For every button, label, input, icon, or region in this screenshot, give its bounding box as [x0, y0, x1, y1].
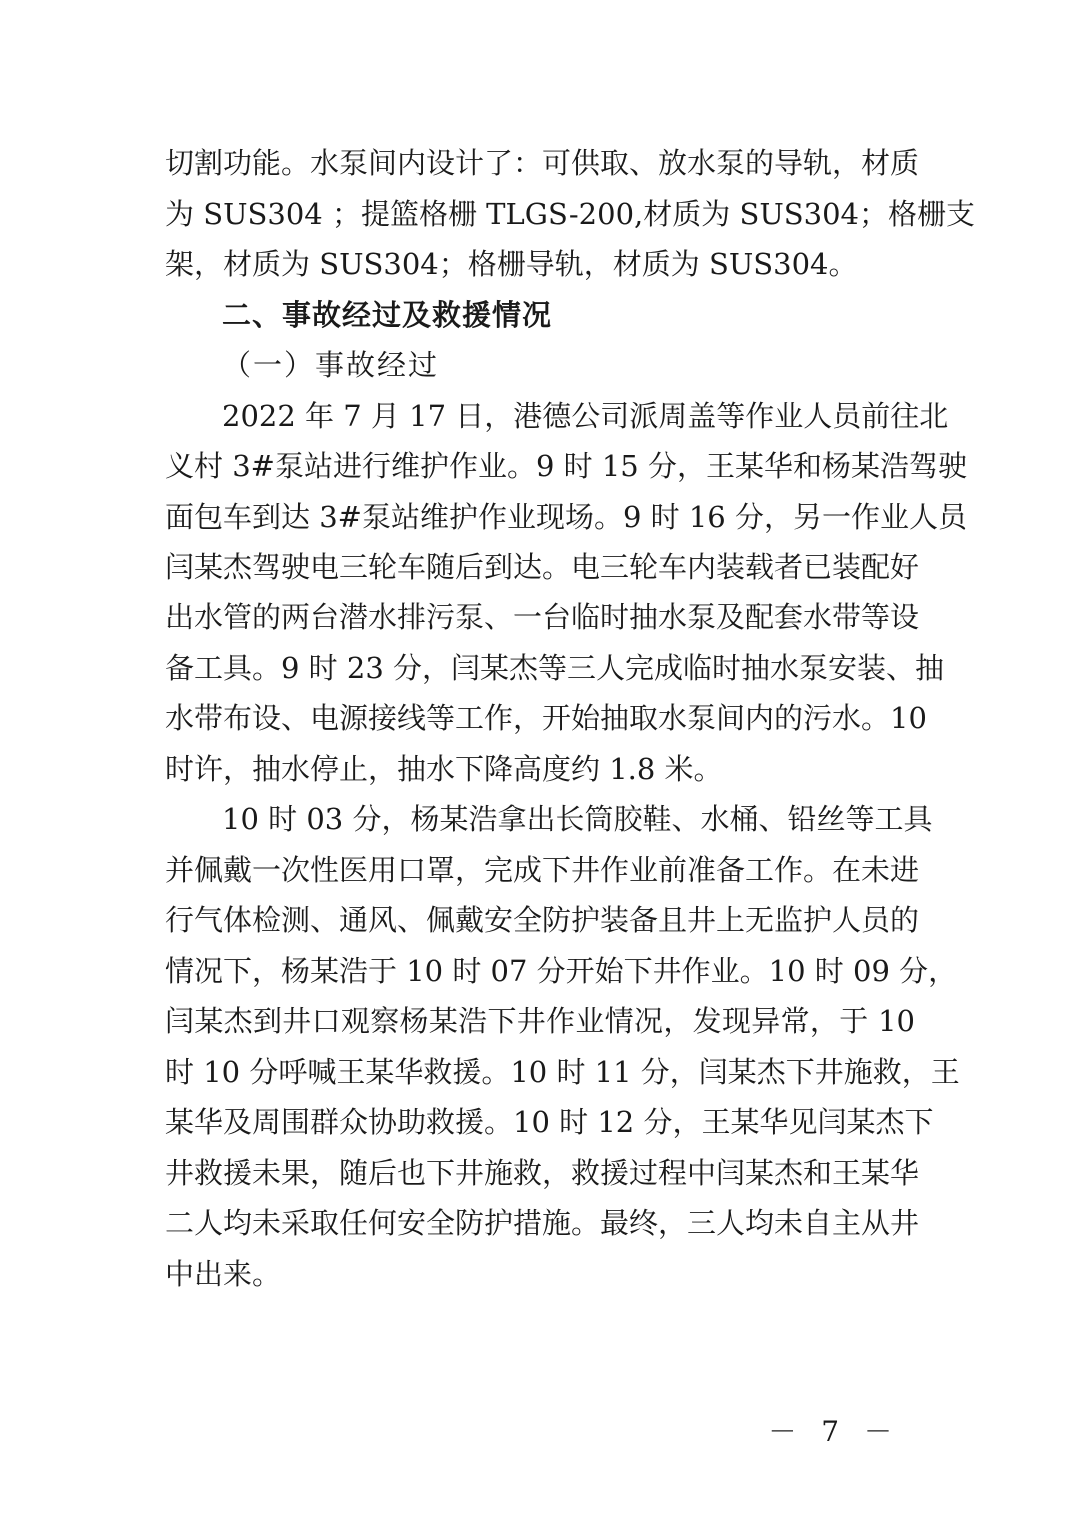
paragraph-1-line-2: 为 SUS304 ；提篮格栅 TLGS-200,材质为 SUS304；格栅支	[165, 197, 975, 231]
paragraph-3-line-10: 中出来。	[165, 1257, 282, 1291]
paragraph-3-line-3: 行气体检测、通风、佩戴安全防护装备且井上无监护人员的	[165, 903, 920, 937]
paragraph-3-line-8: 井救援未果，随后也下井施救，救援过程中闫某杰和王某华	[165, 1156, 920, 1190]
paragraph-1-line-1: 切割功能。水泵间内设计了：可供取、放水泵的导轨，材质	[165, 146, 920, 180]
paragraph-2-line-4: 闫某杰驾驶电三轮车随后到达。电三轮车内装载者已装配好	[165, 550, 920, 584]
paragraph-2-line-8: 时许，抽水停止，抽水下降高度约 1.8 米。	[165, 752, 723, 786]
paragraph-3-line-1: 10 时 03 分，杨某浩拿出长筒胶鞋、水桶、铅丝等工具	[222, 802, 933, 836]
paragraph-2-line-1: 2022 年 7 月 17 日，港德公司派周盖等作业人员前往北	[222, 399, 949, 433]
page-number: － 7 －	[768, 1415, 900, 1448]
paragraph-1-line-3: 架，材质为 SUS304；格栅导轨，材质为 SUS304。	[165, 247, 858, 281]
paragraph-3-line-4: 情况下，杨某浩于 10 时 07 分开始下井作业。10 时 09 分，	[165, 954, 958, 988]
paragraph-2-line-5: 出水管的两台潜水排污泵、一台临时抽水泵及配套水带等设	[165, 600, 920, 634]
paragraph-2-line-6: 备工具。9 时 23 分，闫某杰等三人完成临时抽水泵安装、抽	[165, 651, 945, 685]
paragraph-2-line-3: 面包车到达 3#泵站维护作业现场。9 时 16 分，另一作业人员	[165, 500, 967, 534]
paragraph-2-line-7: 水带布设、电源接线等工作，开始抽取水泵间内的污水。10	[165, 701, 927, 735]
paragraph-3-line-7: 某华及周围群众协助救援。10 时 12 分，王某华见闫某杰下	[165, 1105, 934, 1139]
paragraph-3-line-6: 时 10 分呼喊王某华救援。10 时 11 分，闫某杰下井施救，王	[165, 1055, 960, 1089]
paragraph-3-line-5: 闫某杰到井口观察杨某浩下井作业情况，发现异常，于 10	[165, 1004, 915, 1038]
paragraph-2-line-2: 义村 3#泵站进行维护作业。9 时 15 分，王某华和杨某浩驾驶	[165, 449, 967, 483]
section-heading: 二、事故经过及救援情况	[222, 298, 553, 332]
paragraph-3-line-9: 二人均未采取任何安全防护措施。最终，三人均未自主从井	[165, 1206, 920, 1240]
subsection-heading: （一）事故经过	[222, 348, 440, 382]
paragraph-3-line-2: 并佩戴一次性医用口罩，完成下井作业前准备工作。在未进	[165, 853, 920, 887]
